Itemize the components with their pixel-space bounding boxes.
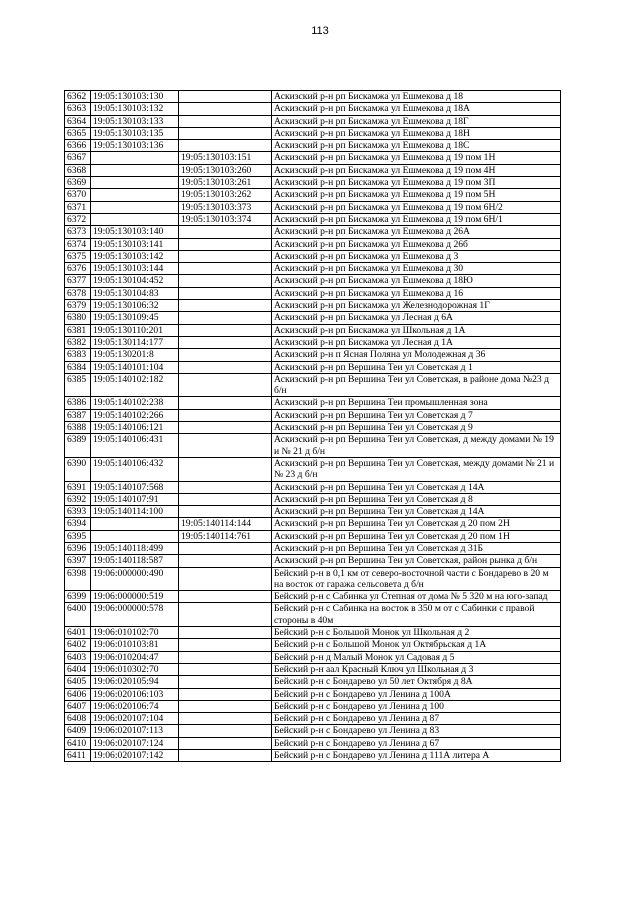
premises-cadastral-number-cell (179, 555, 272, 567)
row-number-cell: 6395 (65, 530, 91, 542)
premises-cadastral-number-cell (179, 140, 272, 152)
row-number-cell: 6376 (65, 263, 91, 275)
premises-cadastral-number-cell (179, 725, 272, 737)
address-cell: Аскизский р-н рп Бискамжа ул Ешмекова д 18 (272, 91, 561, 103)
table-row (65, 152, 561, 164)
table-row (65, 324, 561, 336)
table-row (65, 457, 561, 481)
row-number-cell: 6406 (65, 688, 91, 700)
table-row (65, 481, 561, 493)
address-cell: Аскизский р-н рп Бискамжа ул Ешмекова д 18С (272, 140, 561, 152)
address-cell: Аскизский р-н рп Бискамжа ул Ешмекова д 16 (272, 287, 561, 299)
row-number-cell: 6372 (65, 213, 91, 225)
address-cell: Бейский р-н с Бондарево ул Ленина д 67 (272, 737, 561, 749)
table-row (65, 542, 561, 554)
row-number-cell: 6385 (65, 373, 91, 397)
table-row (65, 373, 561, 397)
table-row (65, 676, 561, 688)
premises-cadastral-number-cell (179, 373, 272, 397)
table-row (65, 506, 561, 518)
row-number-cell: 6411 (65, 750, 91, 762)
row-number-cell: 6369 (65, 177, 91, 189)
row-number-cell: 6404 (65, 663, 91, 675)
table-row (65, 91, 561, 103)
premises-cadastral-number-cell (179, 713, 272, 725)
table-row (65, 725, 561, 737)
cadastral-number-cell: 19:06:000000:490 (91, 567, 179, 591)
cadastral-number-cell: 19:05:140106:431 (91, 434, 179, 458)
row-number-cell: 6403 (65, 651, 91, 663)
cadastral-number-cell (91, 530, 179, 542)
row-number-cell: 6384 (65, 361, 91, 373)
row-number-cell: 6389 (65, 434, 91, 458)
address-cell: Аскизский р-н рп Вершина Теи промышленная зона (272, 397, 561, 409)
row-number-cell: 6371 (65, 201, 91, 213)
cadastral-number-cell: 19:06:020106:74 (91, 700, 179, 712)
premises-cadastral-number-cell (179, 349, 272, 361)
table-row (65, 164, 561, 176)
table-row (65, 177, 561, 189)
premises-cadastral-number-cell (179, 493, 272, 505)
table-row (65, 688, 561, 700)
premises-cadastral-number-cell: 19:05:140114:144 (179, 518, 272, 530)
address-cell: Бейский р-н с Бондарево ул Ленина д 100А (272, 688, 561, 700)
address-cell: Аскизский р-н рп Бискамжа ул Ешмекова д 3 (272, 250, 561, 262)
address-cell: Аскизский р-н рп Вершина Теи ул Советская д 14А (272, 481, 561, 493)
address-cell: Бейский р-н с Бондарево ул Ленина д 100 (272, 700, 561, 712)
address-cell: Бейский р-н с Бондарево ул Ленина д 83 (272, 725, 561, 737)
premises-cadastral-number-cell (179, 103, 272, 115)
cadastral-number-cell: 19:05:140107:91 (91, 493, 179, 505)
address-cell: Аскизский р-н рп Вершина Теи ул Советская, между домами № 21 и № 23 д б/н (272, 457, 561, 481)
premises-cadastral-number-cell (179, 422, 272, 434)
cadastral-number-cell (91, 189, 179, 201)
table-row (65, 263, 561, 275)
premises-cadastral-number-cell (179, 361, 272, 373)
table-row (65, 238, 561, 250)
row-number-cell: 6367 (65, 152, 91, 164)
premises-cadastral-number-cell (179, 737, 272, 749)
cadastral-number-cell: 19:05:140114:100 (91, 506, 179, 518)
premises-cadastral-number-cell: 19:05:130103:261 (179, 177, 272, 189)
cadastral-number-cell (91, 213, 179, 225)
cadastral-number-cell: 19:06:020105:94 (91, 676, 179, 688)
row-number-cell: 6394 (65, 518, 91, 530)
table-row (65, 115, 561, 127)
row-number-cell: 6390 (65, 457, 91, 481)
table-row (65, 713, 561, 725)
cadastral-number-cell: 19:06:020107:113 (91, 725, 179, 737)
cadastral-number-cell: 19:05:130103:136 (91, 140, 179, 152)
row-number-cell: 6401 (65, 627, 91, 639)
table-row (65, 300, 561, 312)
row-number-cell: 6393 (65, 506, 91, 518)
cadastral-number-cell: 19:06:020107:142 (91, 750, 179, 762)
table-row (65, 591, 561, 603)
table-row (65, 140, 561, 152)
address-cell: Аскизский р-н рп Вершина Теи ул Советская д 8 (272, 493, 561, 505)
row-number-cell: 6381 (65, 324, 91, 336)
table-row (65, 663, 561, 675)
premises-cadastral-number-cell: 19:05:130103:373 (179, 201, 272, 213)
row-number-cell: 6382 (65, 336, 91, 348)
table-row (65, 750, 561, 762)
table-row (65, 226, 561, 238)
table-row (65, 530, 561, 542)
row-number-cell: 6377 (65, 275, 91, 287)
row-number-cell: 6397 (65, 555, 91, 567)
row-number-cell: 6407 (65, 700, 91, 712)
premises-cadastral-number-cell (179, 627, 272, 639)
premises-cadastral-number-cell (179, 336, 272, 348)
cadastral-number-cell: 19:05:130103:135 (91, 127, 179, 139)
address-cell: Аскизский р-н рп Бискамжа ул Лесная д 6А (272, 312, 561, 324)
premises-cadastral-number-cell (179, 457, 272, 481)
premises-cadastral-number-cell (179, 506, 272, 518)
row-number-cell: 6363 (65, 103, 91, 115)
premises-cadastral-number-cell (179, 688, 272, 700)
table-row (65, 127, 561, 139)
row-number-cell: 6398 (65, 567, 91, 591)
cadastral-number-cell: 19:05:130103:133 (91, 115, 179, 127)
address-cell: Бейский р-н д Малый Монок ул Садовая д 5 (272, 651, 561, 663)
cadastral-number-cell: 19:05:140107:568 (91, 481, 179, 493)
premises-cadastral-number-cell (179, 275, 272, 287)
premises-cadastral-number-cell (179, 591, 272, 603)
cadastral-number-cell: 19:06:010102:70 (91, 627, 179, 639)
cadastral-number-cell: 19:05:140102:182 (91, 373, 179, 397)
page-number: 113 (311, 25, 329, 37)
row-number-cell: 6380 (65, 312, 91, 324)
registry-table-body (65, 91, 561, 762)
premises-cadastral-number-cell (179, 651, 272, 663)
premises-cadastral-number-cell (179, 127, 272, 139)
address-cell: Аскизский р-н рп Бискамжа ул Ешмекова д 18Г (272, 115, 561, 127)
cadastral-number-cell: 19:06:010204:47 (91, 651, 179, 663)
table-row (65, 361, 561, 373)
premises-cadastral-number-cell (179, 567, 272, 591)
cadastral-number-cell: 19:05:130114:177 (91, 336, 179, 348)
cadastral-number-cell: 19:05:140102:266 (91, 409, 179, 421)
premises-cadastral-number-cell (179, 250, 272, 262)
address-cell: Аскизский р-н рп Вершина Теи ул Советская д 7 (272, 409, 561, 421)
address-cell: Аскизский р-н рп Вершина Теи ул Советская д 20 пом 1Н (272, 530, 561, 542)
table-row (65, 555, 561, 567)
row-number-cell: 6366 (65, 140, 91, 152)
address-cell: Аскизский р-н п Ясная Поляна ул Молодежная д 36 (272, 349, 561, 361)
premises-cadastral-number-cell (179, 700, 272, 712)
cadastral-number-cell (91, 152, 179, 164)
address-cell: Бейский р-н с Большой Монок ул Октябрьская д 1А (272, 639, 561, 651)
table-row (65, 336, 561, 348)
row-number-cell: 6370 (65, 189, 91, 201)
cadastral-number-cell: 19:06:010103:81 (91, 639, 179, 651)
premises-cadastral-number-cell (179, 663, 272, 675)
row-number-cell: 6378 (65, 287, 91, 299)
premises-cadastral-number-cell (179, 263, 272, 275)
address-cell: Аскизский р-н рп Бискамжа ул Ешмекова д 19 пом 4Н (272, 164, 561, 176)
address-cell: Аскизский р-н рп Бискамжа ул Ешмекова д 19 пом 5Н (272, 189, 561, 201)
row-number-cell: 6362 (65, 91, 91, 103)
address-cell: Аскизский р-н рп Бискамжа ул Ешмекова д 26А (272, 226, 561, 238)
cadastral-number-cell: 19:05:140118:499 (91, 542, 179, 554)
address-cell: Аскизский р-н рп Бискамжа ул Ешмекова д 19 пом 6Н/2 (272, 201, 561, 213)
cadastral-number-cell: 19:05:140106:432 (91, 457, 179, 481)
row-number-cell: 6410 (65, 737, 91, 749)
cadastral-number-cell (91, 164, 179, 176)
address-cell: Аскизский р-н рп Вершина Теи ул Советская д 9 (272, 422, 561, 434)
table-row (65, 700, 561, 712)
premises-cadastral-number-cell (179, 676, 272, 688)
cadastral-number-cell: 19:05:130103:144 (91, 263, 179, 275)
address-cell: Аскизский р-н рп Бискамжа ул Ешмекова д 18А (272, 103, 561, 115)
cadastral-number-cell: 19:05:130103:141 (91, 238, 179, 250)
row-number-cell: 6374 (65, 238, 91, 250)
premises-cadastral-number-cell (179, 409, 272, 421)
cadastral-number-cell: 19:05:130106:32 (91, 300, 179, 312)
table-row (65, 349, 561, 361)
row-number-cell: 6388 (65, 422, 91, 434)
row-number-cell: 6400 (65, 603, 91, 627)
cadastral-number-cell: 19:05:140118:587 (91, 555, 179, 567)
premises-cadastral-number-cell (179, 287, 272, 299)
address-cell: Аскизский р-н рп Бискамжа ул Ешмекова д 26б (272, 238, 561, 250)
cadastral-number-cell: 19:06:000000:519 (91, 591, 179, 603)
address-cell: Бейский р-н с Сабинка ул Степная от дома № 5 320 м на юго-запад (272, 591, 561, 603)
cadastral-number-cell: 19:05:130104:452 (91, 275, 179, 287)
address-cell: Аскизский р-н рп Вершина Теи ул Советская д 31Б (272, 542, 561, 554)
premises-cadastral-number-cell (179, 750, 272, 762)
cadastral-number-cell: 19:06:020107:124 (91, 737, 179, 749)
table-row (65, 603, 561, 627)
premises-cadastral-number-cell (179, 300, 272, 312)
premises-cadastral-number-cell (179, 238, 272, 250)
address-cell: Аскизский р-н рп Бискамжа ул Ешмекова д 19 пом 6Н/1 (272, 213, 561, 225)
address-cell: Аскизский р-н рп Вершина Теи ул Советская д 20 пом 2Н (272, 518, 561, 530)
cadastral-number-cell: 19:05:130109:45 (91, 312, 179, 324)
row-number-cell: 6392 (65, 493, 91, 505)
cadastral-number-cell (91, 518, 179, 530)
premises-cadastral-number-cell (179, 397, 272, 409)
premises-cadastral-number-cell: 19:05:130103:260 (179, 164, 272, 176)
table-row (65, 434, 561, 458)
cadastral-number-cell: 19:05:130103:140 (91, 226, 179, 238)
address-cell: Бейский р-н в 0,1 км от северо-восточной части с Бондарево в 20 м на восток от гаража сельсовета д б/н (272, 567, 561, 591)
table-row (65, 651, 561, 663)
cadastral-number-cell: 19:05:130201:8 (91, 349, 179, 361)
address-cell: Аскизский р-н рп Бискамжа ул Лесная д 1А (272, 336, 561, 348)
address-cell: Аскизский р-н рп Вершина Теи ул Советская д 14А (272, 506, 561, 518)
address-cell: Аскизский р-н рп Бискамжа ул Ешмекова д 18Ю (272, 275, 561, 287)
cadastral-number-cell: 19:05:130103:132 (91, 103, 179, 115)
row-number-cell: 6387 (65, 409, 91, 421)
premises-cadastral-number-cell: 19:05:130103:374 (179, 213, 272, 225)
cadastral-number-cell: 19:05:140102:238 (91, 397, 179, 409)
cadastral-number-cell: 19:05:140106:121 (91, 422, 179, 434)
row-number-cell: 6386 (65, 397, 91, 409)
row-number-cell: 6405 (65, 676, 91, 688)
cadastral-number-cell: 19:05:130104:83 (91, 287, 179, 299)
table-row (65, 737, 561, 749)
cadastral-number-cell: 19:05:130103:130 (91, 91, 179, 103)
cadastral-number-cell: 19:06:020106:103 (91, 688, 179, 700)
premises-cadastral-number-cell: 19:05:140114:761 (179, 530, 272, 542)
address-cell: Аскизский р-н рп Бискамжа ул Ешмекова д 18Н (272, 127, 561, 139)
table-row (65, 275, 561, 287)
table-row (65, 103, 561, 115)
row-number-cell: 6368 (65, 164, 91, 176)
row-number-cell: 6396 (65, 542, 91, 554)
table-row (65, 287, 561, 299)
premises-cadastral-number-cell (179, 324, 272, 336)
row-number-cell: 6365 (65, 127, 91, 139)
address-cell: Аскизский р-н рп Вершина Теи ул Советская, в районе дома №23 д б/н (272, 373, 561, 397)
table-row (65, 567, 561, 591)
premises-cadastral-number-cell (179, 115, 272, 127)
address-cell: Бейский р-н аал Красный Ключ ул Школьная д 3 (272, 663, 561, 675)
premises-cadastral-number-cell (179, 481, 272, 493)
table-row (65, 312, 561, 324)
row-number-cell: 6409 (65, 725, 91, 737)
row-number-cell: 6373 (65, 226, 91, 238)
cadastral-number-cell: 19:05:130103:142 (91, 250, 179, 262)
table-row (65, 493, 561, 505)
premises-cadastral-number-cell (179, 434, 272, 458)
row-number-cell: 6408 (65, 713, 91, 725)
address-cell: Аскизский р-н рп Бискамжа ул Школьная д 1А (272, 324, 561, 336)
premises-cadastral-number-cell: 19:05:130103:151 (179, 152, 272, 164)
table-row (65, 409, 561, 421)
cadastral-number-cell: 19:06:000000:578 (91, 603, 179, 627)
premises-cadastral-number-cell (179, 226, 272, 238)
table-row (65, 201, 561, 213)
address-cell: Аскизский р-н рп Вершина Теи ул Советская, район рынка д б/н (272, 555, 561, 567)
row-number-cell: 6364 (65, 115, 91, 127)
row-number-cell: 6399 (65, 591, 91, 603)
registry-table (64, 90, 561, 762)
cadastral-number-cell: 19:05:130110:201 (91, 324, 179, 336)
address-cell: Аскизский р-н рп Бискамжа ул Ешмекова д 19 пом 3П (272, 177, 561, 189)
row-number-cell: 6402 (65, 639, 91, 651)
cadastral-number-cell: 19:05:140101:104 (91, 361, 179, 373)
address-cell: Бейский р-н с Бондарево ул Ленина д 111А литера А (272, 750, 561, 762)
table-row (65, 250, 561, 262)
table-row (65, 213, 561, 225)
premises-cadastral-number-cell (179, 639, 272, 651)
premises-cadastral-number-cell (179, 312, 272, 324)
cadastral-number-cell: 19:06:010302:70 (91, 663, 179, 675)
row-number-cell: 6375 (65, 250, 91, 262)
row-number-cell: 6379 (65, 300, 91, 312)
address-cell: Аскизский р-н рп Бискамжа ул Железнодорожная 1Г (272, 300, 561, 312)
address-cell: Бейский р-н с Большой Монок ул Школьная д 2 (272, 627, 561, 639)
address-cell: Бейский р-н с Сабинка на восток в 350 м от с Сабинки с правой стороны в 40м (272, 603, 561, 627)
row-number-cell: 6383 (65, 349, 91, 361)
address-cell: Бейский р-н с Бондарево ул Ленина д 87 (272, 713, 561, 725)
table-row (65, 639, 561, 651)
table-row (65, 397, 561, 409)
premises-cadastral-number-cell: 19:05:130103:262 (179, 189, 272, 201)
address-cell: Аскизский р-н рп Бискамжа ул Ешмекова д 19 пом 1Н (272, 152, 561, 164)
cadastral-number-cell (91, 201, 179, 213)
address-cell: Аскизский р-н рп Бискамжа ул Ешмекова д 30 (272, 263, 561, 275)
table-row (65, 627, 561, 639)
address-cell: Аскизский р-н рп Вершина Теи ул Советская д 1 (272, 361, 561, 373)
cadastral-number-cell (91, 177, 179, 189)
table-row (65, 422, 561, 434)
row-number-cell: 6391 (65, 481, 91, 493)
address-cell: Аскизский р-н рп Вершина Теи ул Советская, д между домами № 19 и № 21 д б/н (272, 434, 561, 458)
address-cell: Бейский р-н с Бондарево ул 50 лет Октября д 8А (272, 676, 561, 688)
table-row (65, 518, 561, 530)
premises-cadastral-number-cell (179, 542, 272, 554)
table-row (65, 189, 561, 201)
premises-cadastral-number-cell (179, 91, 272, 103)
cadastral-number-cell: 19:06:020107:104 (91, 713, 179, 725)
premises-cadastral-number-cell (179, 603, 272, 627)
